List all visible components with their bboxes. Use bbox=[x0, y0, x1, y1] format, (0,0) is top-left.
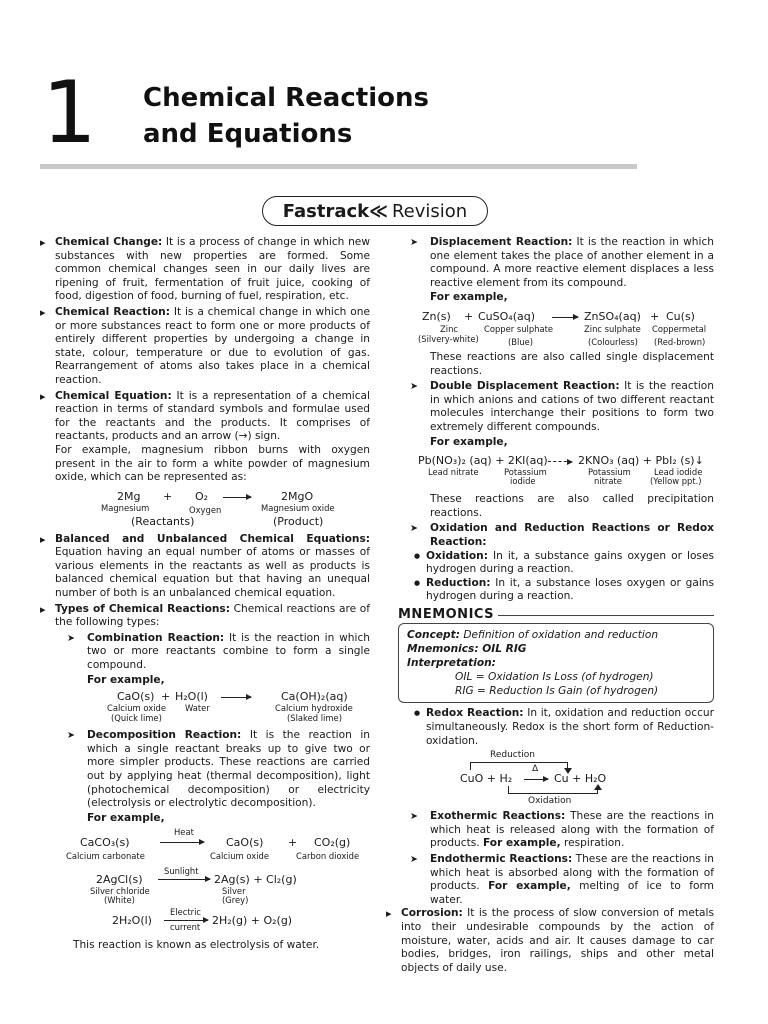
eq-disp-r1-label2: (Silvery-white) bbox=[418, 333, 479, 344]
term-balanced: Balanced and Unbalanced Chemical Equations: bbox=[55, 532, 370, 545]
eq-dec1-arrow bbox=[160, 842, 204, 843]
eq-dd-rhs: 2KNO₃ (aq) + PbI₂ (s)↓ bbox=[578, 454, 704, 468]
mnemonics-heading-text: MNEMONICS bbox=[398, 606, 495, 622]
chapter-title-line1: Chemical Reactions bbox=[143, 83, 429, 113]
eq-dec2-p1-label: Silver bbox=[222, 886, 246, 897]
term-chemical-change: Chemical Change: bbox=[55, 236, 163, 248]
fastrack-label: Revision bbox=[391, 200, 468, 222]
term-exothermic: Exothermic Reactions: bbox=[430, 810, 566, 823]
mnemonic-interpretation bbox=[407, 656, 705, 670]
redox-bottom-label: Oxidation bbox=[528, 796, 572, 807]
eq-disp-arrow bbox=[552, 317, 578, 318]
eq-dec1-p1: CaO(s) bbox=[226, 836, 264, 850]
eq-mg-r2: O₂ bbox=[195, 489, 209, 503]
item-types-of-reactions bbox=[40, 603, 370, 953]
item-chemical-equation bbox=[40, 390, 370, 530]
mnemonics-heading bbox=[398, 608, 714, 622]
eq-mg-p1-label: Magnesium oxide bbox=[261, 502, 335, 513]
eq-disp-r2-label: Copper sulphate bbox=[484, 323, 554, 334]
eq-mg-r2-label: Oxygen bbox=[189, 504, 222, 515]
eq-dec1-r1-label: Calcium carbonate bbox=[66, 851, 145, 862]
bullet-reduction bbox=[398, 577, 714, 604]
text-decomposition: It is the reaction in which a single reactant breaks up to give two or more simpler products. These reactions are carried out by applying heat (thermal decomposition), light (photochemical decomposition) or electricity (electrolysis or electrolytic decomposition). bbox=[87, 729, 370, 810]
term-reduction: Reduction: bbox=[426, 576, 491, 589]
mnemonic-mnemonic-text: OIL RIG bbox=[478, 643, 527, 656]
text-chemical-equation-example: For example, magnesium ribbon burns with oxygen present in the air to form a white powder of magnesium oxide, which can be represented as: bbox=[55, 443, 370, 484]
eq-mg-arrow bbox=[223, 497, 251, 498]
text-electrolysis-note: This reaction is known as electrolysis of water. bbox=[73, 939, 320, 952]
eq-disp-plus2: + bbox=[650, 309, 660, 323]
redox-arrow bbox=[524, 779, 548, 780]
eq-disp-r2: CuSO₄(aq) bbox=[478, 309, 536, 323]
equation-silver-chloride bbox=[40, 865, 370, 905]
text-displacement-note: These reactions are also called single displacement reactions. bbox=[430, 350, 714, 377]
bullet-redox-reaction bbox=[398, 707, 714, 748]
eq-comb-r2: H₂O(l) bbox=[175, 690, 208, 704]
equation-electrolysis bbox=[40, 908, 370, 936]
right-column bbox=[398, 236, 714, 977]
eq-dd-l2b: iodide bbox=[510, 476, 536, 487]
left-column bbox=[40, 236, 370, 955]
redox-diagram bbox=[398, 750, 714, 808]
title-rule bbox=[40, 164, 637, 169]
eq-mg-r1: 2Mg bbox=[117, 489, 141, 503]
term-combination: Combination Reaction: bbox=[87, 631, 225, 644]
term-redox-reaction: Redox Reaction: bbox=[426, 707, 524, 720]
eq-comb-r2-label: Water bbox=[185, 703, 210, 714]
eq-mg-product: (Product) bbox=[273, 514, 324, 528]
redox-bottom-arrowhead bbox=[594, 784, 602, 790]
eq-comb-p1-label: Calcium hydroxide bbox=[275, 703, 353, 714]
text-types: Chemical reactions are of the following types: bbox=[55, 602, 370, 629]
eq-dec3-r1: 2H₂O(l) bbox=[112, 914, 152, 928]
equation-calcium-carbonate bbox=[40, 828, 370, 862]
term-double-displacement: Double Displacement Reaction: bbox=[430, 380, 620, 393]
term-redox: Oxidation and Reduction Reactions or Redox Reaction: bbox=[430, 522, 714, 548]
eq-disp-p2-label: Coppermetal bbox=[652, 323, 707, 334]
eq-comb-r1: CaO(s) bbox=[117, 690, 155, 704]
eq-dec2-r1-label2: (White) bbox=[104, 895, 135, 906]
term-chemical-reaction: Chemical Reaction: bbox=[55, 305, 170, 318]
item-corrosion bbox=[386, 907, 714, 975]
sub-displacement bbox=[398, 236, 714, 378]
eq-disp-p1: ZnSO₄(aq) bbox=[584, 309, 641, 323]
equation-magnesium bbox=[55, 488, 370, 530]
eq-dec2-r1: 2AgCl(s) bbox=[96, 873, 143, 887]
eq-disp-p1-label2: (Colourless) bbox=[588, 336, 638, 347]
sub-exothermic bbox=[398, 810, 714, 851]
sub-endothermic bbox=[398, 853, 714, 907]
chapter-number: 1 bbox=[42, 63, 97, 163]
eq-comb-r1-label2: (Quick lime) bbox=[111, 713, 162, 724]
eq-dec3-cond2: current bbox=[170, 922, 201, 933]
redox-top-label: Reduction bbox=[490, 750, 535, 761]
text-displacement: It is the reaction in which one element takes the place of another element in a compound. A more reactive element displaces a less reactive element from its compound. bbox=[430, 236, 714, 289]
item-chemical-change bbox=[40, 236, 370, 304]
eq-mg-r1-label: Magnesium bbox=[101, 502, 150, 513]
exothermic-ex: respiration. bbox=[560, 837, 625, 850]
decomposition-example-label: For example, bbox=[87, 811, 165, 824]
eq-dec1-plus: + bbox=[288, 836, 298, 850]
eq-dec1-cond: Heat bbox=[174, 827, 194, 838]
sub-decomposition bbox=[55, 729, 370, 953]
text-oxidation: In it, a substance gains oxygen or loses hydrogen during a reaction. bbox=[426, 549, 714, 576]
eq-dd-l4: Lead iodide bbox=[654, 467, 703, 478]
eq-comb-arrow bbox=[221, 697, 251, 698]
redox-top-bracket bbox=[470, 762, 568, 770]
redox-lhs: CuO + H₂ bbox=[460, 772, 513, 786]
eq-dd-l3: Potassium bbox=[588, 467, 631, 478]
text-double-displacement-note: These reactions are also called precipitation reactions. bbox=[430, 493, 714, 519]
text-chemical-equation: It is a representation of a chemical reaction in terms of standard symbols and formulae used for the reactants and the products. It comprises of reactants, products and an arrow (→) sign. bbox=[55, 389, 370, 443]
fastrack-brand-mark: ≪ bbox=[369, 200, 388, 222]
term-displacement: Displacement Reaction: bbox=[430, 236, 573, 248]
text-balanced: Equation having an equal number of atoms or masses of various elements in the reactants as well as products is balanced chemical equation but that having an unequal number of both is an unbalanced chemical equation. bbox=[55, 546, 370, 600]
text-chemical-reaction: It is a chemical change in which one or more substances react to form one or more products of entirely different properties by undergoing a change in state, colour, temperature or due to evolution of gas. Rearrangement of atoms also takes place in a chemical reaction. bbox=[55, 305, 370, 386]
eq-dec2-p1-label2: (Grey) bbox=[222, 895, 249, 906]
combination-example-label: For example, bbox=[87, 673, 165, 686]
double-displacement-example-label: For example, bbox=[430, 435, 508, 448]
eq-disp-p2: Cu(s) bbox=[666, 309, 695, 323]
eq-disp-plus1: + bbox=[464, 309, 474, 323]
term-chemical-equation: Chemical Equation: bbox=[55, 389, 172, 402]
eq-dd-l3b: nitrate bbox=[594, 476, 622, 487]
endothermic-ex: melting of ice to form water. bbox=[430, 880, 714, 906]
eq-dd-lhs: Pb(NO₃)₂ (aq) + 2KI(aq) bbox=[418, 454, 548, 468]
eq-disp-p1-label: Zinc sulphate bbox=[584, 323, 641, 334]
eq-dec3-cond1: Electric bbox=[170, 907, 202, 918]
eq-dec1-p2: CO₂(g) bbox=[314, 836, 351, 850]
eq-dec1-p2-label: Carbon dioxide bbox=[296, 851, 360, 862]
eq-dec1-p1-label: Calcium oxide bbox=[210, 851, 269, 862]
item-balanced-equations bbox=[40, 533, 370, 601]
eq-dec2-p1: 2Ag(s) + Cl₂(g) bbox=[214, 873, 297, 887]
mnemonic-concept bbox=[407, 628, 705, 642]
text-chemical-change: It is a process of change in which new substances with new properties are formed. Some common chemical changes seen in our daily lives are ripening of fruit, fermentation of fruit juice, cooking of food, digestion of food, burning of fuel, respiration, etc. bbox=[55, 236, 370, 303]
text-reduction: In it, a substance loses oxygen or gains hydrogen during a reaction. bbox=[426, 576, 714, 603]
mnemonic-oil: OIL = Oxidation Is Loss (of hydrogen) bbox=[455, 671, 654, 684]
term-types: Types of Chemical Reactions: bbox=[55, 602, 230, 615]
mnemonic-rig: RIG = Reduction Is Gain (of hydrogen) bbox=[455, 685, 659, 698]
text-double-displacement: It is the reaction in which anions and cations of two different reactant molecules interchange their positions to form two extremely different compounds. bbox=[430, 380, 714, 433]
bullet-oxidation bbox=[398, 550, 714, 577]
sub-double-displacement bbox=[398, 380, 714, 520]
mnemonic-mnemonic bbox=[407, 642, 705, 656]
mnemonics-box bbox=[398, 623, 714, 703]
eq-comb-plus: + bbox=[161, 690, 171, 704]
term-oxidation: Oxidation: bbox=[426, 549, 488, 562]
mnemonic-mnemonic-label: Mnemonics: bbox=[407, 643, 479, 656]
eq-dd-l4b: (Yellow ppt.) bbox=[650, 476, 702, 487]
eq-dd-l2: Potassium bbox=[504, 467, 547, 478]
eq-dd-l1: Lead nitrate bbox=[428, 467, 479, 478]
eq-comb-p1-label2: (Slaked lime) bbox=[287, 713, 342, 724]
chapter-title-line2: and Equations bbox=[143, 119, 353, 149]
eq-disp-p2-label2: (Red-brown) bbox=[654, 336, 706, 347]
redox-rhs: Cu + H₂O bbox=[554, 772, 607, 786]
eq-dec1-r1: CaCO₃(s) bbox=[80, 836, 130, 850]
text-combination: It is the reaction in which two or more reactants combine to form a single compound. bbox=[87, 631, 370, 672]
eq-disp-r1: Zn(s) bbox=[422, 309, 451, 323]
eq-mg-p1: 2MgO bbox=[281, 489, 314, 503]
eq-dec2-cond: Sunlight bbox=[164, 866, 199, 877]
eq-comb-r1-label: Calcium oxide bbox=[107, 703, 166, 714]
text-corrosion: It is the process of slow conversion of metals into their undesirable compounds by the action of moisture, water, acids and air. It causes damage to car bodies, bridges, iron railings, ships and other metal objects of daily use. bbox=[401, 907, 714, 974]
term-corrosion: Corrosion: bbox=[401, 907, 463, 920]
text-redox-reaction: In it, oxidation and reduction occur simultaneously. Redox is the short form of Reduction-oxidation. bbox=[426, 707, 714, 747]
exothermic-ex-label: For example, bbox=[483, 837, 561, 850]
eq-dec2-arrow bbox=[158, 879, 210, 880]
endothermic-ex-label: For example, bbox=[488, 880, 571, 893]
eq-comb-p1: Ca(OH)₂(aq) bbox=[281, 690, 348, 704]
sub-redox bbox=[398, 522, 714, 604]
text-endothermic: These are the reactions in which heat is absorbed along with the formation of products. bbox=[430, 853, 714, 893]
redox-cond: Δ bbox=[532, 764, 539, 775]
eq-dd-arrow bbox=[548, 461, 572, 462]
text-exothermic: These are the reactions in which heat is released along with the formation of products. bbox=[430, 810, 714, 850]
item-chemical-reaction bbox=[40, 306, 370, 388]
eq-mg-reactants: (Reactants) bbox=[131, 514, 195, 528]
eq-dec2-r1-label: Silver chloride bbox=[90, 886, 150, 897]
mnemonic-concept-label: Concept: bbox=[407, 629, 460, 642]
term-decomposition: Decomposition Reaction: bbox=[87, 729, 242, 742]
mnemonic-interp-label: Interpretation: bbox=[407, 657, 496, 670]
fastrack-brand: Fastrack bbox=[282, 200, 370, 222]
sub-combination bbox=[55, 632, 370, 726]
chapter-title bbox=[143, 80, 429, 152]
eq-dec3-p1: 2H₂(g) + O₂(g) bbox=[212, 914, 293, 928]
eq-mg-plus: + bbox=[163, 489, 173, 503]
redox-bottom-bracket bbox=[508, 786, 598, 794]
equation-displacement bbox=[398, 308, 714, 348]
displacement-example-label: For example, bbox=[430, 291, 508, 304]
equation-combination bbox=[55, 690, 370, 726]
eq-disp-r2-label2: (Blue) bbox=[508, 336, 534, 347]
term-endothermic: Endothermic Reactions: bbox=[430, 853, 573, 866]
equation-double-displacement bbox=[398, 452, 714, 490]
eq-disp-r1-label: Zinc bbox=[440, 323, 458, 334]
mnemonic-concept-text: Definition of oxidation and reduction bbox=[459, 629, 659, 642]
fastrack-badge bbox=[262, 196, 488, 226]
